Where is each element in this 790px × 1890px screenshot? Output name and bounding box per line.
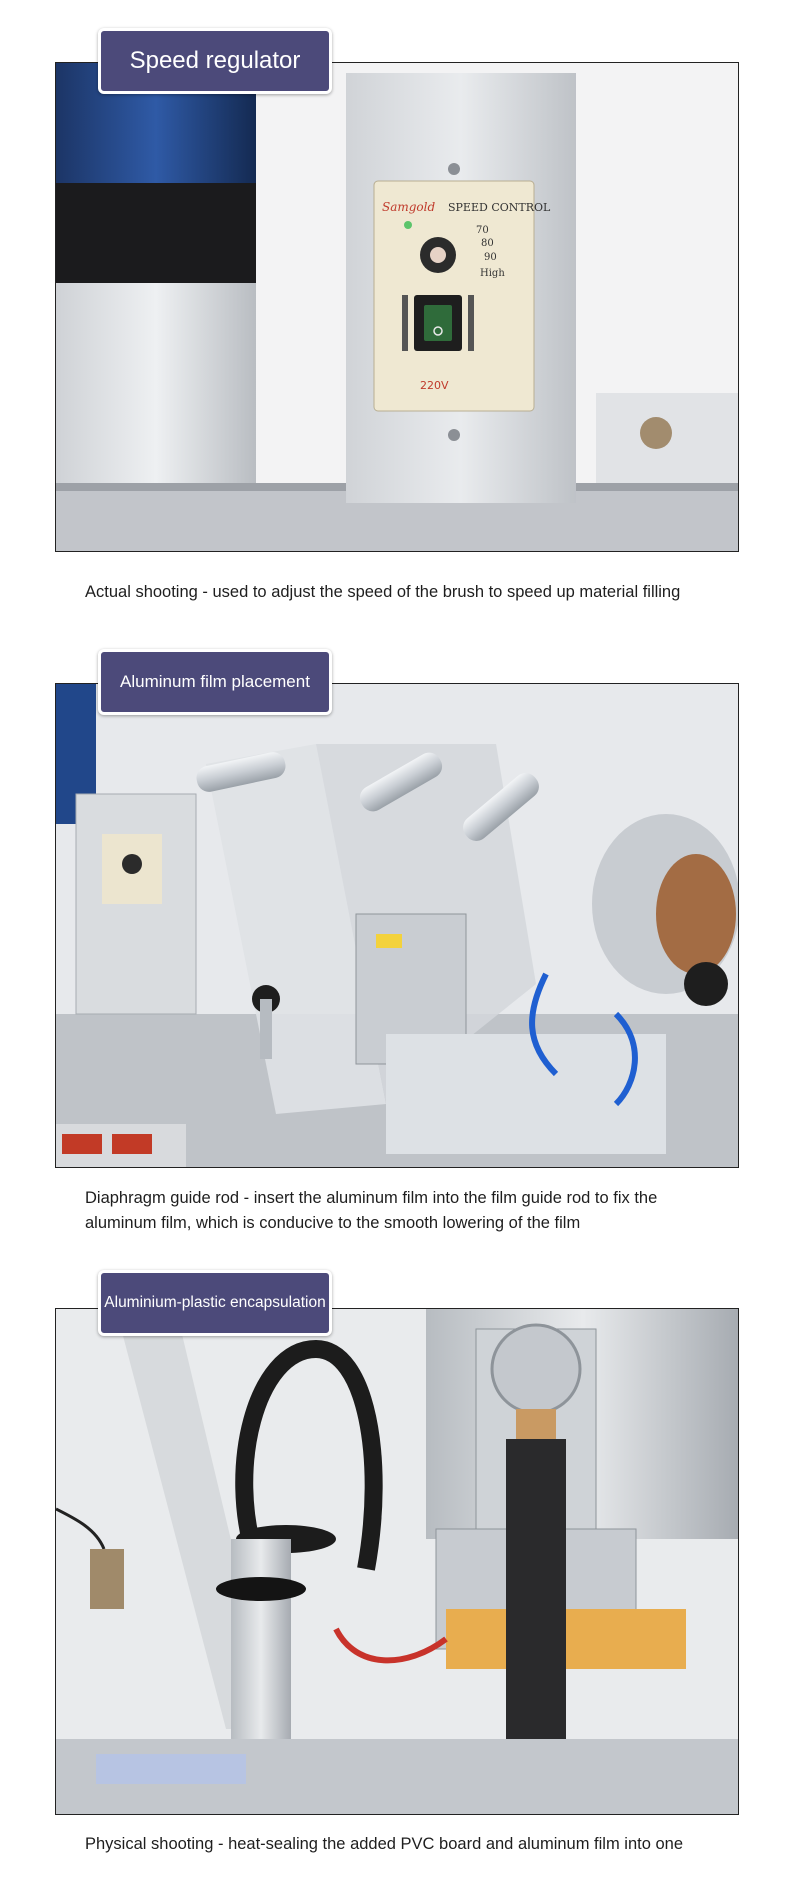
photo-encapsulation — [55, 1308, 739, 1815]
section-label: Aluminium-plastic encapsulation — [98, 1270, 332, 1336]
section-caption: Actual shooting - used to adjust the speed of the brush to speed up material filling — [85, 583, 681, 601]
dial-mark: 90 — [484, 252, 497, 263]
section-label: Aluminum film placement — [98, 649, 332, 715]
panel-title: SPEED CONTROL — [448, 201, 551, 214]
dial-mark: 70 — [476, 225, 489, 236]
panel-brand: Samgold — [382, 200, 436, 214]
voltage-label: 220V — [420, 379, 449, 392]
section-caption: Physical shooting - heat-sealing the added PVC board and aluminum film into one — [85, 1835, 684, 1853]
dial-mark: High — [480, 268, 505, 279]
dial-mark: 80 — [481, 238, 494, 249]
section-caption: Diaphragm guide rod - insert the aluminum film into the film guide rod to fix the aluminum film, which is conducive to the smooth lowering of the film — [85, 1189, 658, 1232]
section-label: Speed regulator — [98, 28, 332, 94]
